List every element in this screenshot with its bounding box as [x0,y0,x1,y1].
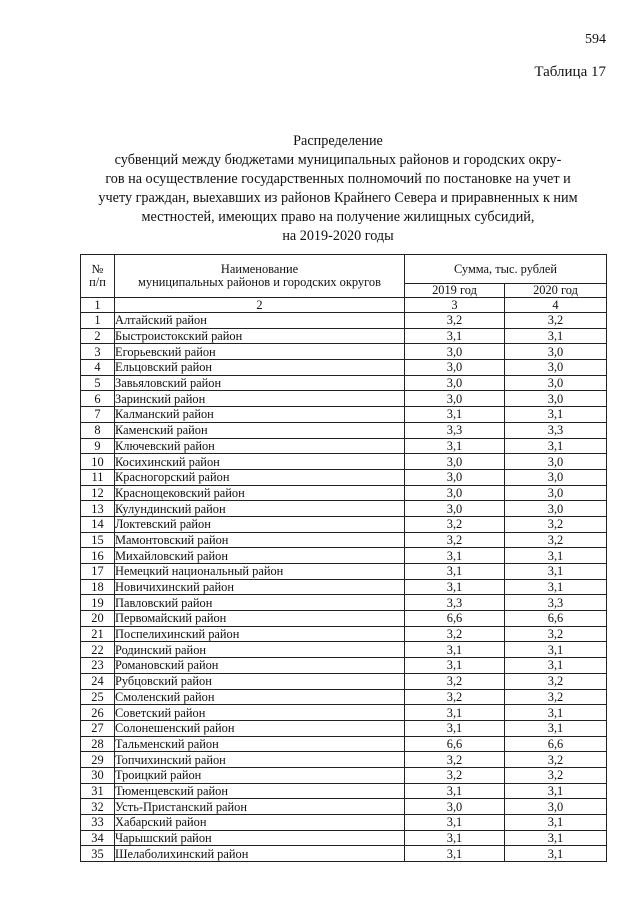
header-sum: Сумма, тыс. рублей [405,255,607,284]
row-number: 12 [81,485,115,501]
table-row [81,454,607,470]
district-name: Калманский район [115,407,405,423]
table-row [81,313,607,329]
value-2020: 3,0 [505,344,607,360]
value-2019: 3,1 [405,830,505,846]
row-number: 35 [81,846,115,862]
row-number: 8 [81,422,115,438]
district-name: Быстроистокский район [115,328,405,344]
value-2020: 3,0 [505,375,607,391]
row-number: 22 [81,642,115,658]
value-2019: 3,0 [405,485,505,501]
value-2020: 3,3 [505,595,607,611]
row-number: 28 [81,736,115,752]
value-2019: 3,1 [405,705,505,721]
value-2020: 3,1 [505,705,607,721]
table-row [81,438,607,454]
district-name: Рубцовский район [115,673,405,689]
district-name: Михайловский район [115,548,405,564]
district-name: Шелаболихинский район [115,846,405,862]
table-row [81,626,607,642]
value-2020: 3,1 [505,720,607,736]
table-row [81,705,607,721]
header-name-line1: Наименование [220,262,299,276]
table-body [81,313,607,862]
district-name: Родинский район [115,642,405,658]
table-header [81,255,607,313]
value-2020: 3,2 [505,752,607,768]
row-number: 33 [81,815,115,831]
value-2020: 6,6 [505,611,607,627]
table-row [81,736,607,752]
page-number: 594 [585,32,606,47]
row-number: 32 [81,799,115,815]
value-2019: 3,2 [405,767,505,783]
value-2019: 6,6 [405,611,505,627]
header-year-2019: 2019 год [405,284,505,298]
value-2019: 3,0 [405,375,505,391]
value-2019: 3,2 [405,516,505,532]
row-number: 1 [81,313,115,329]
table-row [81,767,607,783]
value-2020: 3,1 [505,830,607,846]
value-2019: 3,1 [405,328,505,344]
district-name: Первомайский район [115,611,405,627]
value-2019: 3,2 [405,673,505,689]
table-row [81,611,607,627]
value-2020: 3,1 [505,579,607,595]
table-row [81,532,607,548]
district-name: Егорьевский район [115,344,405,360]
value-2019: 3,2 [405,313,505,329]
value-2019: 3,1 [405,407,505,423]
district-name: Советский район [115,705,405,721]
row-number: 7 [81,407,115,423]
table-row [81,516,607,532]
title-line: субвенций между бюджетами муниципальных районов и городских окру- [114,152,562,168]
title-line: местностей, имеющих право на получение жилищных субсидий, [141,209,535,225]
district-name: Косихинский район [115,454,405,470]
row-number: 10 [81,454,115,470]
value-2019: 3,1 [405,720,505,736]
column-index: 2 [115,298,405,313]
value-2019: 3,2 [405,689,505,705]
table-row [81,501,607,517]
value-2019: 3,2 [405,532,505,548]
row-number: 3 [81,344,115,360]
district-name: Тюменцевский район [115,783,405,799]
value-2019: 3,1 [405,564,505,580]
value-2019: 3,0 [405,344,505,360]
district-name: Красногорский район [115,469,405,485]
row-number: 9 [81,438,115,454]
column-index: 1 [81,298,115,313]
value-2020: 3,0 [505,485,607,501]
title-line: учету граждан, выехавших из районов Крайнего Севера и приравненных к ним [98,190,578,206]
value-2020: 3,1 [505,783,607,799]
district-name: Кулундинский район [115,501,405,517]
row-number: 17 [81,564,115,580]
title-line: гов на осуществление государственных полномочий по постановке на учет и [105,171,571,187]
value-2020: 3,1 [505,407,607,423]
row-number: 19 [81,595,115,611]
table-row [81,830,607,846]
value-2019: 3,1 [405,642,505,658]
value-2020: 3,1 [505,846,607,862]
value-2020: 3,3 [505,422,607,438]
row-number: 23 [81,658,115,674]
district-name: Каменский район [115,422,405,438]
value-2019: 3,0 [405,799,505,815]
district-name: Солонешенский район [115,720,405,736]
value-2020: 3,1 [505,642,607,658]
value-2020: 3,1 [505,438,607,454]
district-name: Троицкий район [115,767,405,783]
table-row [81,564,607,580]
row-number: 16 [81,548,115,564]
district-name: Тальменский район [115,736,405,752]
value-2020: 3,0 [505,501,607,517]
district-name: Новичихинский район [115,579,405,595]
value-2020: 3,2 [505,313,607,329]
value-2020: 3,2 [505,516,607,532]
table-row [81,328,607,344]
title-line: на 2019-2020 годы [282,228,394,244]
row-number: 6 [81,391,115,407]
row-number: 15 [81,532,115,548]
table-row [81,422,607,438]
value-2019: 3,3 [405,422,505,438]
value-2019: 3,2 [405,752,505,768]
value-2019: 3,0 [405,501,505,517]
table-row [81,407,607,423]
district-name: Топчихинский район [115,752,405,768]
value-2019: 3,0 [405,454,505,470]
row-number: 13 [81,501,115,517]
row-number: 20 [81,611,115,627]
district-name: Чарышский район [115,830,405,846]
row-number: 24 [81,673,115,689]
table-row [81,689,607,705]
row-number: 25 [81,689,115,705]
row-number: 18 [81,579,115,595]
value-2019: 3,1 [405,438,505,454]
header-num [81,255,115,298]
value-2020: 3,0 [505,454,607,470]
table-row [81,375,607,391]
table-row [81,658,607,674]
district-name: Усть-Пристанский район [115,799,405,815]
header-num-line1: № [91,262,104,276]
document-title [78,132,598,246]
column-index-row [81,298,607,313]
row-number: 34 [81,830,115,846]
value-2019: 3,0 [405,360,505,376]
value-2019: 3,0 [405,391,505,407]
value-2020: 3,0 [505,360,607,376]
district-name: Локтевский район [115,516,405,532]
row-number: 11 [81,469,115,485]
value-2019: 3,1 [405,579,505,595]
value-2019: 3,1 [405,846,505,862]
row-number: 27 [81,720,115,736]
value-2020: 3,1 [505,548,607,564]
district-name: Завьяловский район [115,375,405,391]
table-row [81,548,607,564]
table-label: Таблица 17 [534,64,606,80]
value-2019: 3,1 [405,548,505,564]
table-row [81,595,607,611]
value-2020: 3,2 [505,626,607,642]
row-number: 5 [81,375,115,391]
row-number: 26 [81,705,115,721]
table-row [81,360,607,376]
district-name: Поспелихинский район [115,626,405,642]
value-2019: 3,2 [405,626,505,642]
district-name: Ключевский район [115,438,405,454]
district-name: Хабарский район [115,815,405,831]
row-number: 29 [81,752,115,768]
district-name: Ельцовский район [115,360,405,376]
value-2019: 3,0 [405,469,505,485]
table-row [81,815,607,831]
row-number: 14 [81,516,115,532]
value-2020: 6,6 [505,736,607,752]
header-name-line2: муниципальных районов и городских округов [138,275,381,289]
table-row [81,752,607,768]
row-number: 30 [81,767,115,783]
header-year-2020: 2020 год [505,284,607,298]
district-name: Павловский район [115,595,405,611]
table-row [81,579,607,595]
title-line: Распределение [293,133,383,149]
value-2020: 3,2 [505,689,607,705]
value-2019: 3,1 [405,658,505,674]
value-2020: 3,1 [505,658,607,674]
column-index: 4 [505,298,607,313]
value-2019: 3,1 [405,783,505,799]
value-2020: 3,0 [505,391,607,407]
value-2020: 3,0 [505,799,607,815]
district-name: Романовский район [115,658,405,674]
value-2019: 3,1 [405,815,505,831]
column-index: 3 [405,298,505,313]
table-row [81,642,607,658]
district-name: Заринский район [115,391,405,407]
table-row [81,673,607,689]
value-2020: 3,1 [505,564,607,580]
value-2019: 3,3 [405,595,505,611]
row-number: 21 [81,626,115,642]
row-number: 4 [81,360,115,376]
district-name: Краснощековский район [115,485,405,501]
table-row [81,799,607,815]
value-2020: 3,1 [505,815,607,831]
row-number: 31 [81,783,115,799]
value-2020: 3,1 [505,328,607,344]
header-num-line2: п/п [89,275,106,289]
table-row [81,846,607,862]
subvention-table [80,254,607,862]
row-number: 2 [81,328,115,344]
table-row [81,783,607,799]
table-row [81,469,607,485]
district-name: Немецкий национальный район [115,564,405,580]
table-row [81,485,607,501]
table-row [81,391,607,407]
district-name: Мамонтовский район [115,532,405,548]
value-2020: 3,2 [505,673,607,689]
district-name: Алтайский район [115,313,405,329]
table-row [81,720,607,736]
header-name [115,255,405,298]
table-row [81,344,607,360]
value-2019: 6,6 [405,736,505,752]
value-2020: 3,2 [505,767,607,783]
value-2020: 3,2 [505,532,607,548]
value-2020: 3,0 [505,469,607,485]
district-name: Смоленский район [115,689,405,705]
